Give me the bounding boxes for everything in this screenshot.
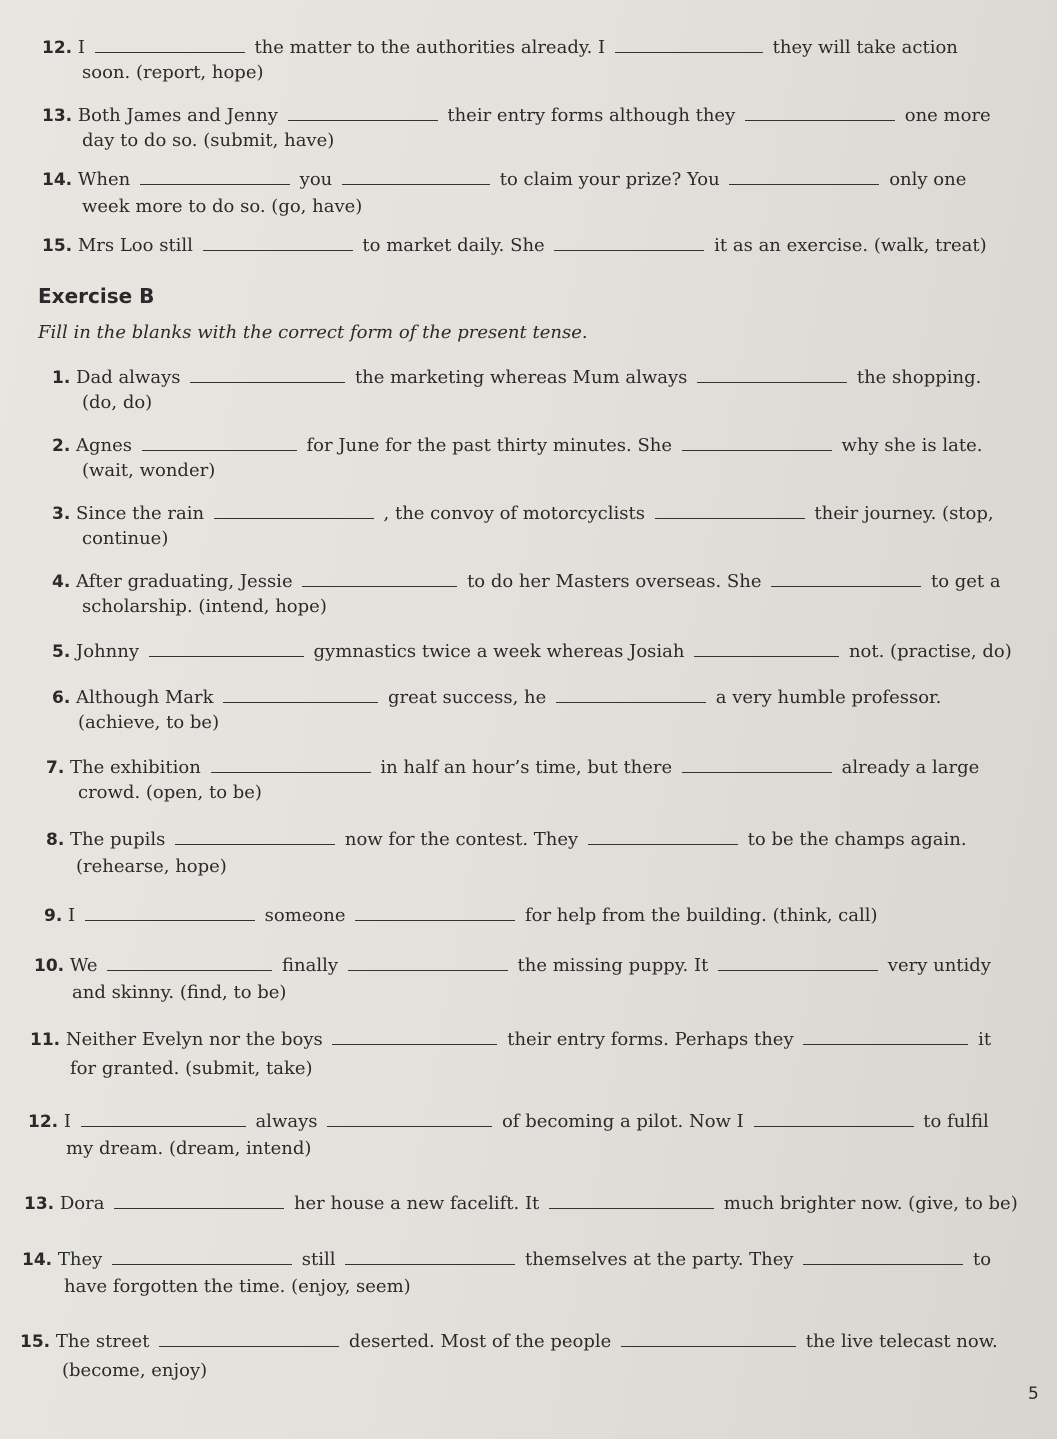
answer-blank[interactable] xyxy=(355,904,515,921)
answer-blank[interactable] xyxy=(214,502,374,519)
item-line-1: 4. After graduating, Jessie to do her Masters overseas. She to get a xyxy=(52,571,1001,592)
answer-blank[interactable] xyxy=(697,366,847,383)
item-line-1: 2. Agnes for June for the past thirty minutes. She why she is late. xyxy=(52,435,983,456)
item-line-2: scholarship. (intend, hope) xyxy=(82,596,327,617)
answer-blank[interactable] xyxy=(114,1192,284,1209)
item-line-2: have forgotten the time. (enjoy, seem) xyxy=(64,1276,411,1297)
answer-blank[interactable] xyxy=(345,1248,515,1265)
answer-blank[interactable] xyxy=(175,828,335,845)
item-line-2: day to do so. (submit, have) xyxy=(82,130,335,151)
answer-blank[interactable] xyxy=(588,828,738,845)
answer-blank[interactable] xyxy=(771,570,921,587)
item-line-2: (do, do) xyxy=(82,392,153,413)
item-line-2: for granted. (submit, take) xyxy=(70,1058,313,1079)
item-line-2: and skinny. (find, to be) xyxy=(72,982,287,1003)
item-line-2: continue) xyxy=(82,528,169,549)
answer-blank[interactable] xyxy=(615,36,763,53)
item-line-1: 6. Although Mark great success, he a very humble professor. xyxy=(52,687,942,708)
answer-blank[interactable] xyxy=(107,954,272,971)
item-line-1: 11. Neither Evelyn nor the boys their entry forms. Perhaps they it xyxy=(30,1029,992,1050)
item-line-1: 13. Both James and Jenny their entry forms although they one more xyxy=(42,105,991,126)
exercise-instruction: Fill in the blanks with the correct form of the present tense. xyxy=(38,322,588,343)
answer-blank[interactable] xyxy=(694,640,839,657)
answer-blank[interactable] xyxy=(159,1330,339,1347)
answer-blank[interactable] xyxy=(203,234,353,251)
item-line-1: 12. I the matter to the authorities already. I they will take action xyxy=(42,37,958,58)
item-line-2: (wait, wonder) xyxy=(82,460,216,481)
answer-blank[interactable] xyxy=(348,954,508,971)
item-line-2: soon. (report, hope) xyxy=(82,62,264,83)
answer-blank[interactable] xyxy=(718,954,878,971)
item-line-2: (become, enjoy) xyxy=(62,1360,208,1381)
item-line-2: week more to do so. (go, have) xyxy=(82,196,363,217)
page-number: 5 xyxy=(1028,1384,1039,1404)
item-line-1: 14. When you to claim your prize? You only one xyxy=(42,169,967,190)
answer-blank[interactable] xyxy=(729,168,879,185)
item-line-1: 12. I always of becoming a pilot. Now I to fulfil xyxy=(28,1111,989,1132)
answer-blank[interactable] xyxy=(803,1248,963,1265)
answer-blank[interactable] xyxy=(754,1110,914,1127)
answer-blank[interactable] xyxy=(554,234,704,251)
item-line-1: 1. Dad always the marketing whereas Mum always the shopping. xyxy=(52,367,982,388)
answer-blank[interactable] xyxy=(302,570,457,587)
answer-blank[interactable] xyxy=(95,36,245,53)
answer-blank[interactable] xyxy=(556,686,706,703)
item-line-2: my dream. (dream, intend) xyxy=(66,1138,312,1159)
item-line-1: 8. The pupils now for the contest. They to be the champs again. xyxy=(46,829,967,850)
item-line-1: 10. We finally the missing puppy. It very untidy xyxy=(34,955,991,976)
answer-blank[interactable] xyxy=(803,1028,968,1045)
item-line-1: 14. They still themselves at the party. They to xyxy=(22,1249,992,1270)
answer-blank[interactable] xyxy=(140,168,290,185)
answer-blank[interactable] xyxy=(112,1248,292,1265)
answer-blank[interactable] xyxy=(81,1110,246,1127)
answer-blank[interactable] xyxy=(621,1330,796,1347)
answer-blank[interactable] xyxy=(288,104,438,121)
item-line-1: 9. I someone for help from the building. (think, call) xyxy=(44,905,878,926)
answer-blank[interactable] xyxy=(149,640,304,657)
item-line-1: 7. The exhibition in half an hour’s time, but there already a large xyxy=(46,757,980,778)
answer-blank[interactable] xyxy=(682,434,832,451)
answer-blank[interactable] xyxy=(549,1192,714,1209)
answer-blank[interactable] xyxy=(655,502,805,519)
answer-blank[interactable] xyxy=(85,904,255,921)
item-line-1: 15. Mrs Loo still to market daily. She it as an exercise. (walk, treat) xyxy=(42,235,987,256)
answer-blank[interactable] xyxy=(342,168,490,185)
item-line-2: (rehearse, hope) xyxy=(76,856,227,877)
item-line-1: 5. Johnny gymnastics twice a week whereas Josiah not. (practise, do) xyxy=(52,641,1012,662)
answer-blank[interactable] xyxy=(223,686,378,703)
answer-blank[interactable] xyxy=(142,434,297,451)
answer-blank[interactable] xyxy=(211,756,371,773)
item-line-2: (achieve, to be) xyxy=(78,712,220,733)
answer-blank[interactable] xyxy=(332,1028,497,1045)
exercise-heading: Exercise B xyxy=(38,284,155,308)
item-line-1: 3. Since the rain , the convoy of motorcyclists their journey. (stop, xyxy=(52,503,994,524)
item-line-1: 13. Dora her house a new facelift. It much brighter now. (give, to be) xyxy=(24,1193,1018,1214)
answer-blank[interactable] xyxy=(327,1110,492,1127)
answer-blank[interactable] xyxy=(745,104,895,121)
answer-blank[interactable] xyxy=(190,366,345,383)
item-line-1: 15. The street deserted. Most of the people the live telecast now. xyxy=(20,1331,998,1352)
answer-blank[interactable] xyxy=(682,756,832,773)
item-line-2: crowd. (open, to be) xyxy=(78,782,262,803)
